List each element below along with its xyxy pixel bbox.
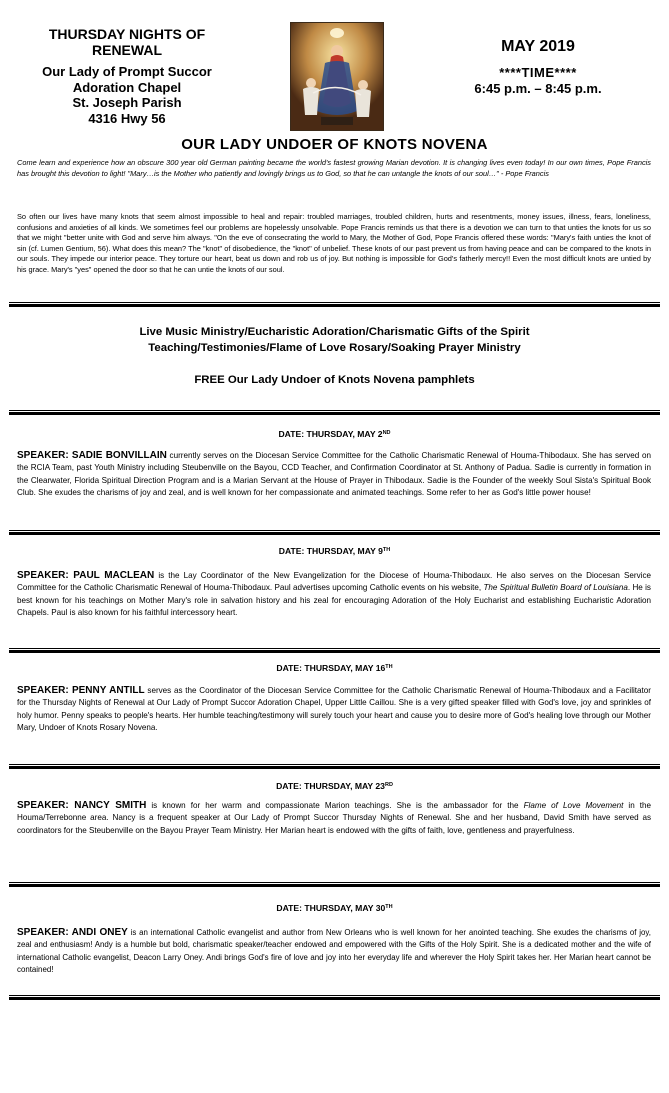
speaker-bio	[17, 685, 651, 734]
time-label: ****TIME****	[499, 65, 577, 80]
speaker-bio	[17, 570, 651, 619]
date-text: DATE: THURSDAY, MAY 2	[278, 429, 383, 439]
speaker-name: SPEAKER: PENNY ANTILL	[17, 685, 145, 696]
location-line: 4316 Hwy 56	[88, 110, 166, 126]
event-month: MAY 2019	[501, 38, 575, 55]
website-title: The Spiritual Bulletin Board of Louisiana	[483, 583, 628, 593]
section-divider	[9, 764, 660, 769]
speaker-name: SPEAKER: NANCY SMITH	[17, 800, 147, 811]
session-date	[0, 546, 669, 556]
session-date	[0, 781, 669, 791]
event-title: THURSDAY NIGHTS OF RENEWAL	[48, 26, 206, 58]
bio-text: currently serves on the Diocesan Service Committee for the Catholic Charismatic Renewal of Houma-Thibodaux. She has served on the RCIA Team, past Youth Ministry including Steubenville on the Bayou, CCD Teacher, and Confirmation Coordinator at St. Anthony of Padua. Sadie is currently in formation in the Clearwater, Florida Spiritual Direction Program and is a Marian Servant at the House of Prayer in Thibodaux. Sadie is the Founder of the weekly Soul Sista's Spiritual Book Club. She exudes the charisms of joy and zeal, and is well known for her compassionate and animated teachings. Some refer to her as God's little power house!	[17, 451, 652, 497]
speaker-bio	[17, 450, 651, 499]
date-text: DATE: THURSDAY, MAY 16	[276, 663, 386, 673]
speaker-bio	[17, 800, 651, 837]
location-line: St. Joseph Parish	[72, 95, 182, 110]
date-ordinal: TH	[382, 547, 391, 553]
section-divider	[9, 995, 660, 1000]
undoer-of-knots-painting	[290, 22, 384, 131]
movement-name: Flame of Love Movement	[523, 801, 624, 810]
ministries-line: Live Music Ministry/Eucharistic Adoration/Charismatic Gifts of the Spirit	[139, 326, 530, 338]
intro-paragraph: Come learn and experience how an obscure 300 year old German painting became the world's fastest growing Marian devotion. It is changing lives even today! In our own times, Pope Francis has brought this devotion to light! "Mary…is the Mother who patiently and lovingly brings us to God, so that he can untangle the knots of our soul…" - Pope Francis	[17, 158, 651, 178]
date-text: DATE: THURSDAY, MAY 9	[278, 546, 383, 556]
session-date	[0, 429, 669, 439]
date-text: DATE: THURSDAY, MAY 23	[276, 781, 385, 791]
session-date	[0, 903, 669, 913]
session-date	[0, 663, 669, 673]
header-right	[438, 38, 638, 97]
date-ordinal: ND	[382, 430, 391, 436]
date-ordinal: RD	[384, 782, 393, 788]
header-left	[22, 26, 232, 126]
location-line: Adoration Chapel	[72, 79, 182, 95]
date-ordinal: TH	[385, 904, 393, 910]
date-text: DATE: THURSDAY, MAY 30	[276, 903, 386, 913]
bio-text: serves as the Coordinator of the Diocesan Service Committee for the Catholic Charismatic Renewal of Houma-Thibodaux and a Facilitator for the Thursday Nights of Renewal at Our Lady of Prompt Succor Adoration Chapel, Upper Little Caillou. She is a very gifted speaker filled with God's love, joy and sprinkles of holy humor. Penny speaks to people's hearts. Her humble teaching/testimony will surely touch your heart and cause you to desire more of God's healing love through our Mother Mary, Undoer of Knots Rosary Novena.	[17, 686, 651, 732]
ministries-block	[0, 324, 669, 356]
ministries-line: Teaching/Testimonies/Flame of Love Rosary/Soaking Prayer Ministry	[148, 342, 521, 354]
bio-text: . He is best known for his teachings on Mother Mary's role in salvation history and his zeal for encouraging Adoration of the Holy Eucharist and establishing Eucharistic Adoration Chapels. Paul is also known for his faithful intercessory heart.	[17, 583, 651, 617]
bio-text: is known for her warm and compassionate Marion teachings. She is the ambassador for the	[146, 801, 524, 810]
section-divider	[9, 302, 660, 307]
speaker-name: SPEAKER: PAUL MACLEAN	[17, 570, 155, 581]
location-block	[22, 64, 232, 126]
time-range: 6:45 p.m. – 8:45 p.m.	[474, 81, 602, 96]
bio-text: in the Houma/Terrebonne area. Nancy is a frequent speaker at Our Lady of Prompt Succor Thursday Nights of Renewal. She and her husband, David Smith have served as coordinators for the Steubenville on the Bayou Prayer Team Ministry. Her Marian heart is endowed with the gifts of faith, love, gentleness and prayerfulness.	[17, 801, 651, 835]
novena-title: OUR LADY UNDOER OF KNOTS NOVENA	[181, 136, 488, 153]
speaker-name: SPEAKER: ANDI ONEY	[17, 927, 128, 938]
section-divider	[9, 410, 660, 415]
section-divider	[9, 648, 660, 653]
speaker-name: SPEAKER: SADIE BONVILLAIN	[17, 450, 167, 461]
bio-text: is the Lay Coordinator of the New Evangelization for the Diocese of Houma-Thibodaux. He also serves on the Diocesan Service Committee for the Catholic Charismatic Renewal of Houma-Thibodaux. Paul advertises upcoming Catholic events on his website,	[17, 571, 651, 593]
speaker-bio	[17, 927, 651, 976]
bio-text: is an international Catholic evangelist and author from New Orleans who is well known for her anointed teaching. She exudes the charisms of joy, zeal and enthusiasm! Andy is a humble but bold, charismatic speaker/teacher endowed and empowered with the Gifts of the Holy Spirit. She is a dedicated mother and the wife of international Catholic evangelist, Deacon Larry Oney. Andi brings God's fire of love and joy into her everyday life and wherever the Holy Spirit takes her. Her Marian heart cannot be contained!	[17, 928, 651, 974]
date-ordinal: TH	[385, 664, 393, 670]
description-paragraph: So often our lives have many knots that seem almost impossible to heal and repair: troubled marriages, troubled children, hurts and resentments, money issues, illness, fears, loneliness, confusions and anxieties of all kinds. We sometimes feel our problems are hopelessly unsolvable. Pope Francis reminds us that there is a devotion we can turn to that unties the knots for us so that we might "better unite with God and serve him always. "On the eve of consecrating the world to Mary, the Mother of God, Pope Francis offered these words: "Mary's faith unties the knot of sin (cf. Lumen Gentium, 56). What does this mean? The "knot" of disobedience, the "knot" of unbelief. These knots of our past prevent us from having peace and can be compared to the knots in our souls. They impede our interior peace. They torture our heart, beat us down and rob us of joy. But nothing is impossible for God's fatherly mercy!! Even the most difficult knots are untied by his grace. Mary's "yes" opened the door so that he can untie the knots of our soul.	[17, 212, 651, 274]
free-pamphlets-notice: FREE Our Lady Undoer of Knots Novena pamphlets	[194, 374, 475, 386]
section-divider	[9, 530, 660, 535]
section-divider	[9, 882, 660, 887]
location-line: Our Lady of Prompt Succor	[42, 64, 212, 79]
